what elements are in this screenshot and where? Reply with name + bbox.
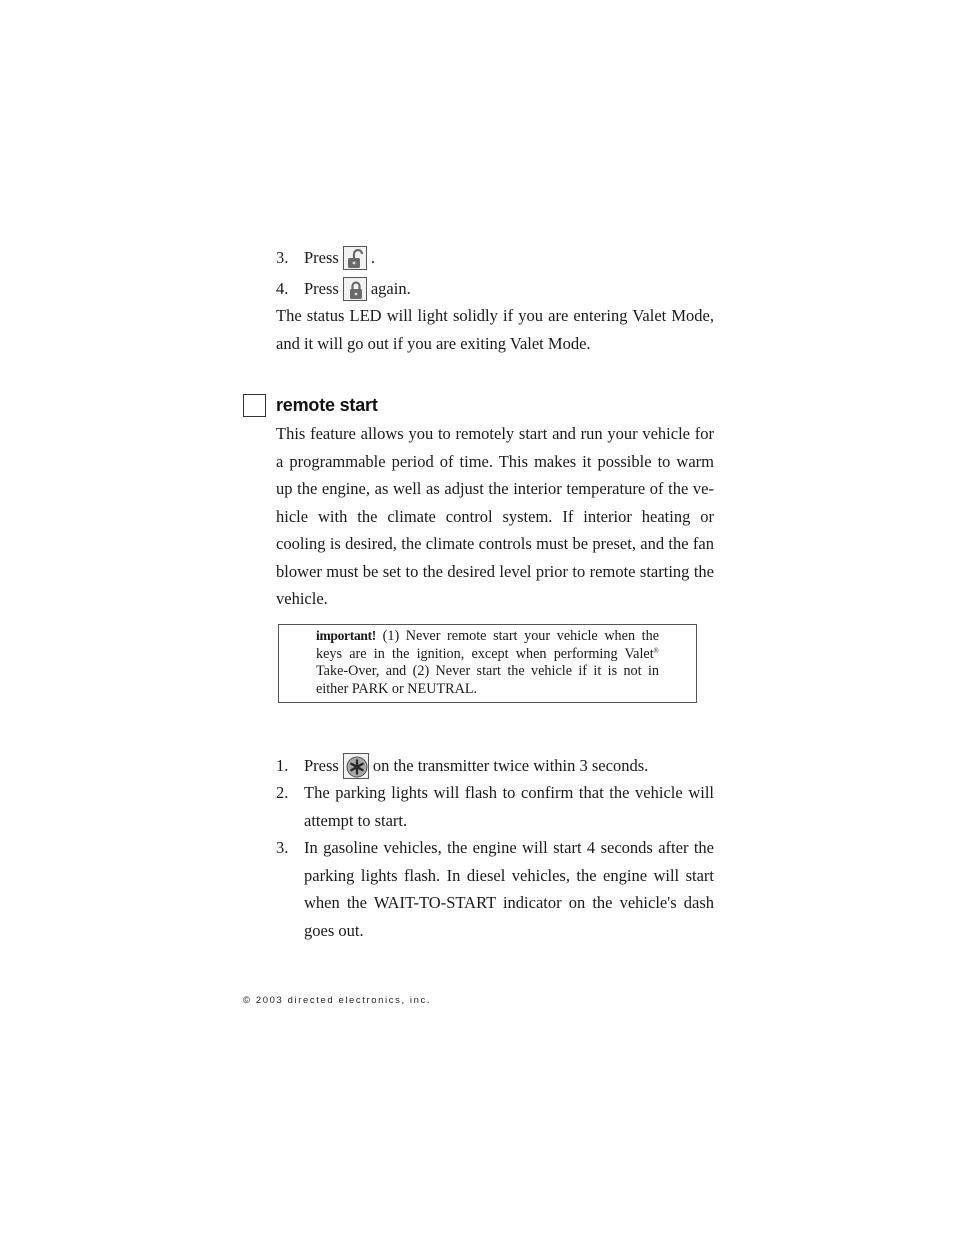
- important-notice-box: [278, 624, 697, 703]
- step-text: In gasoline vehicles, the engine will start 4 seconds after the parking lights flash. In diesel vehicles, the engine will start when the WAIT-TO-START indicator on the vehicle's dash goes out.: [304, 838, 714, 940]
- step-text-after: again.: [370, 279, 411, 298]
- step-number: 4.: [276, 279, 289, 298]
- section-checkbox-marker: [243, 394, 266, 417]
- step-number: 2.: [276, 783, 289, 802]
- step-text-after: on the transmitter twice within 3 seconds.: [372, 756, 649, 775]
- valet-step-4: [276, 275, 714, 303]
- step-text-after: .: [370, 248, 375, 267]
- lock-icon: [343, 277, 367, 301]
- step-number: 1.: [276, 756, 289, 775]
- important-notice-text: [316, 627, 659, 698]
- notice-text-2: Take-Over, and (2) Never start the vehicle if it is not in either PARK or NEUTRAL.: [316, 663, 659, 697]
- remote-start-step-1: [276, 752, 714, 780]
- notice-lead: important!: [316, 628, 376, 643]
- asterisk-button-icon: [343, 753, 369, 779]
- step-text: Press: [304, 248, 339, 267]
- step-number: 3.: [276, 248, 289, 267]
- registered-mark: ®: [653, 646, 659, 655]
- step-text: The parking lights will flash to confirm that the vehicle will attempt to start.: [304, 783, 714, 830]
- section-heading: remote start: [276, 395, 378, 415]
- copyright-footer: © 2003 directed electronics, inc.: [243, 995, 432, 1006]
- valet-status-paragraph: The status LED will light solidly if you are entering Valet Mode, and it will go out if you are exiting Valet Mode.: [276, 306, 714, 353]
- notice-text-1: (1) Never remote start your vehicle when the keys are in the ignition, except when performing Valet: [316, 628, 659, 662]
- step-text: Press: [304, 756, 339, 775]
- remote-start-intro: This feature allows you to remotely start and run your vehicle for a programmable period of time. This makes it possible to warm up the engine, as well as adjust the interior temperature of the ve-hicle with the climate control system. If interior heating or cooling is desired, the climate controls must be preset, and the fan blower must be set to the desired level prior to remote starting the vehicle.: [276, 424, 714, 608]
- unlock-icon: [343, 246, 367, 270]
- step-number: 3.: [276, 838, 289, 857]
- step-text: Press: [304, 279, 339, 298]
- valet-step-3: [276, 244, 714, 272]
- remote-start-step-2: [276, 779, 714, 834]
- remote-start-step-3: [276, 834, 714, 944]
